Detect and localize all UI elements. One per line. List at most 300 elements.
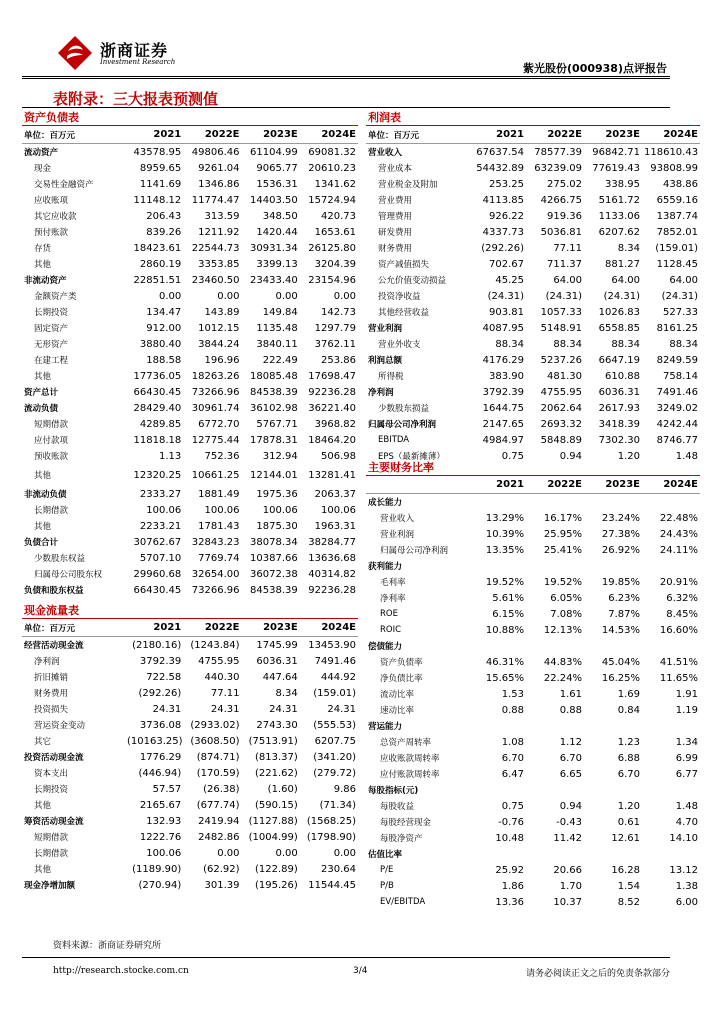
cell-value: 24.31 [269,703,298,715]
cell-value: 3762.11 [314,338,356,350]
cell-value: 6.88 [617,752,640,764]
table-row [22,208,358,224]
cell-value: 1.34 [675,736,698,748]
year-header: 2024E [300,126,358,144]
row-label: 营业利润 [380,530,415,540]
cell-value: 253.86 [321,354,356,366]
cell-value: 1297.79 [314,322,356,334]
cell-value: 13.35% [485,544,524,556]
cell-value: 447.64 [262,671,298,683]
cell-value: 702.67 [489,258,524,270]
table-row [22,384,358,400]
table-row [366,400,700,416]
cell-value: 2062.64 [540,402,582,414]
cell-value: 3792.39 [482,386,524,398]
row-label: 利润总额 [368,356,403,366]
row-label: ROIC [380,625,402,635]
cell-value: 25.92 [495,864,524,876]
cell-value: 36102.98 [250,402,298,414]
footer-disclaimer: 请务必阅读正文之后的免责条款部分 [525,969,670,979]
row-label: 投资净收益 [378,292,421,302]
cell-value: 8.52 [617,896,640,908]
table-row [22,797,358,813]
cell-value: 12.13% [543,624,582,636]
cell-value [642,782,700,798]
table-row [22,845,358,861]
table-row [22,224,358,240]
cell-value: 6558.85 [598,322,640,334]
cell-value: 912.00 [146,322,182,334]
cell-value [526,718,584,734]
cell-value: 88.34 [611,338,640,350]
cell-value: 6.65 [559,768,582,780]
cell-value: 20.66 [553,864,582,876]
cell-value: 24.43% [659,528,698,540]
page-header [0,0,724,108]
company-logo-icon [56,34,94,72]
row-label: 净负债比率 [380,674,423,684]
cell-value: 6.70 [617,768,640,780]
cell-value: 88.34 [495,338,524,350]
cell-value [642,494,700,511]
table-row [22,653,358,669]
row-label: 投资损失 [34,705,69,715]
cell-value: 32843.23 [191,536,240,548]
cell-value: 14.10 [669,832,698,844]
cell-value: 142.73 [321,306,356,318]
cell-value: 301.39 [204,879,240,891]
cell-value: 2333.27 [139,488,182,500]
row-label: 营业费用 [378,196,413,206]
cell-value: (24.31) [487,290,524,302]
cell-value: 1026.83 [598,306,640,318]
cell-value: 4266.75 [540,194,582,206]
cell-value: 383.90 [489,370,524,382]
cell-value: 2165.67 [139,799,182,811]
cell-value: (677.74) [196,799,240,811]
cell-value: 10.88% [485,624,524,636]
cell-value [584,494,642,511]
cell-value: 5237.26 [540,354,582,366]
cell-value: 0.61 [617,816,640,828]
cell-value: 45.25 [495,274,524,286]
cell-value: 4242.44 [656,418,698,430]
ratios-panel [366,460,700,910]
cell-value: 66430.45 [133,386,182,398]
cell-value: 11818.18 [133,434,182,446]
year-header: 2023E [242,619,300,637]
cell-value: 0.75 [501,800,524,812]
cell-value: 16.28 [611,864,640,876]
cell-value: 18423.61 [133,242,182,254]
table-row [22,717,358,733]
cell-value: 84538.39 [250,386,298,398]
cash-flow-table [22,619,358,893]
cell-value: 16.17% [543,512,582,524]
cell-value: 0.00 [333,290,356,302]
cell-value: 438.86 [663,178,698,190]
table-row [22,192,358,208]
table-row [22,669,358,685]
row-label: 固定资产 [34,324,69,334]
cell-value: 1.48 [675,800,698,812]
cell-value: 77.11 [553,242,582,254]
cell-value: 1346.86 [198,178,240,190]
cell-value: 839.26 [146,226,182,238]
cell-value [526,782,584,798]
cell-value: 4337.73 [482,226,524,238]
cell-value: 6207.75 [314,735,356,747]
cell-value: 66430.45 [133,584,182,596]
cell-value: (71.34) [319,799,356,811]
table-row [366,160,700,176]
cell-value [642,638,700,654]
cell-value: 24.31 [327,703,356,715]
cell-value [584,846,642,862]
cell-value: 188.58 [146,354,182,366]
cell-value: 12144.01 [250,469,298,481]
row-label: P/E [380,865,394,875]
cell-value: 69081.32 [308,146,356,158]
cell-value: 44.83% [543,656,582,668]
year-header: 2022E [183,126,241,144]
cell-value: 10661.25 [191,469,240,481]
cell-value: 196.96 [204,354,240,366]
cell-value: (1243.84) [190,639,240,651]
cell-value: 4.70 [675,816,698,828]
cell-value: 3844.24 [198,338,240,350]
cell-value: 0.00 [333,847,356,859]
header-divider [22,78,670,79]
table-row [366,494,700,511]
cell-value: 903.81 [489,306,524,318]
row-label: 资产负债率 [380,658,423,668]
year-header: 2024E [300,619,358,637]
table-row [366,734,700,750]
row-label: 速动比率 [380,706,415,716]
cell-value: 12.61 [611,832,640,844]
cell-value: 12320.25 [133,469,182,481]
cell-value: 92236.28 [308,386,356,398]
cell-value: 3249.02 [656,402,698,414]
cell-value: 13.36 [495,896,524,908]
ratios-table [366,476,700,910]
row-label: 净利润 [34,657,60,667]
row-label: 其他 [34,522,52,532]
cell-value: 4176.29 [482,354,524,366]
cell-value: 13.12 [669,864,698,876]
cell-value: 8.34 [617,242,640,254]
cell-value: 722.58 [146,671,182,683]
table-row [22,813,358,829]
row-label: 财务费用 [34,689,69,699]
cell-value: 0.88 [501,704,524,716]
table-row [22,432,358,448]
unit-label: 单位：百万元 [22,619,125,637]
cash-flow-title: 现金流量表 [22,603,358,619]
table-row [22,685,358,701]
cell-value: 6647.19 [598,354,640,366]
row-label: 偿债能力 [368,642,403,652]
cell-value [526,558,584,574]
cell-value: 6.32% [666,592,698,604]
cell-value [468,494,526,511]
row-label: 净利率 [380,594,406,604]
cell-value: 4755.95 [540,386,582,398]
cell-value: 3399.13 [256,258,298,270]
row-label: 长期投资 [34,308,69,318]
table-row [366,574,700,590]
table-row [366,814,700,830]
cell-value: 13636.68 [308,552,356,564]
row-label: 其它 [34,737,52,747]
cell-value: 43578.95 [133,146,182,158]
cell-value: 6559.16 [656,194,698,206]
table-row [366,862,700,878]
cell-value: 1133.06 [598,210,640,222]
cell-value: 36072.38 [250,568,298,580]
row-label: 公允价值变动损益 [378,276,447,286]
cell-value: 5148.91 [540,322,582,334]
cell-value: 1644.75 [482,402,524,414]
cell-value: 23433.40 [250,274,298,286]
row-label: 归属母公司净利润 [380,546,449,556]
cell-value: 6772.70 [198,418,240,430]
table-row [22,829,358,845]
footer-divider [22,957,670,958]
cell-value: 0.75 [501,450,524,462]
cell-value: 61104.99 [250,146,298,158]
cell-value: 527.33 [663,306,698,318]
row-label: 所得税 [378,372,404,382]
cell-value: 92236.28 [308,584,356,596]
cell-value: 1387.74 [656,210,698,222]
row-label: 折旧摊销 [34,673,69,683]
table-row [22,144,358,161]
cell-value: 19.52% [485,576,524,588]
cell-value: 22.48% [659,512,698,524]
row-label: 总资产周转率 [380,738,432,748]
cell-value: 3968.82 [314,418,356,430]
cell-value: 24.11% [659,544,698,556]
cell-value: 30931.34 [250,242,298,254]
row-label: 其他 [34,865,52,875]
cell-value: 1745.99 [256,639,298,651]
cell-value: 10387.66 [250,552,298,564]
cell-value: 4113.85 [482,194,524,206]
cell-value: 2419.94 [198,815,240,827]
cell-value: 22851.51 [133,274,182,286]
table-row [366,542,700,558]
year-header: 2022E [526,476,584,494]
cell-value: 11.65% [659,672,698,684]
cell-value: 0.00 [158,290,182,302]
table-row [22,416,358,432]
cell-value: 1781.43 [198,520,240,532]
cell-value: 6207.62 [598,226,640,238]
row-label: 营业成本 [378,164,413,174]
cell-value: (195.26) [254,879,298,891]
cell-value: 23.24% [601,512,640,524]
cell-value: -0.43 [556,816,582,828]
cell-value: 7491.46 [656,386,698,398]
cell-value: 64.00 [669,274,698,286]
row-label: 预付账款 [34,228,69,238]
cell-value: 8.34 [275,687,298,699]
cell-value: 1222.76 [139,831,182,843]
cell-value: 100.06 [262,504,298,516]
year-header: 2022E [183,619,241,637]
row-label: 获利能力 [368,562,403,572]
table-row [366,894,700,910]
cell-value: 6.99 [675,752,698,764]
cell-value: 23154.96 [308,274,356,286]
row-label: 预收账款 [34,452,69,462]
cell-value: 143.89 [204,306,240,318]
cell-value: 19.52% [543,576,582,588]
table-row [366,144,700,161]
row-label: 短期借款 [34,420,69,430]
cell-value: (1798.90) [306,831,356,843]
cell-value: 5767.71 [256,418,298,430]
table-row [366,526,700,542]
cell-value: 23460.50 [191,274,240,286]
cell-value: (7513.91) [248,735,298,747]
table-row [22,400,358,416]
cell-value: 1963.31 [314,520,356,532]
cell-value: 7769.74 [198,552,240,564]
cell-value: 3736.08 [139,719,182,731]
row-label: P/B [380,881,394,891]
cell-value: 6.15% [492,608,524,620]
row-label: 成长能力 [368,498,403,508]
row-label: 长期投资 [34,785,69,795]
cell-value: 134.47 [146,306,182,318]
cell-value: (24.31) [545,290,582,302]
cell-value: 0.88 [559,704,582,716]
cell-value [526,846,584,862]
cell-value: 919.36 [547,210,582,222]
table-row [366,718,700,734]
row-label: 管理费用 [378,212,413,222]
cell-value: 2860.19 [139,258,182,270]
cell-value: 1.53 [501,688,524,700]
table-header-row [366,476,700,494]
cell-value: 14403.50 [250,194,298,206]
cell-value: 7.87% [608,608,640,620]
cell-value [584,718,642,734]
cell-value: 6.77 [675,768,698,780]
row-label: 应付款项 [34,436,69,446]
table-row [366,224,700,240]
cell-value: 8249.59 [656,354,698,366]
table-row [366,622,700,638]
cell-value: 2482.86 [198,831,240,843]
cell-value: 1881.49 [198,488,240,500]
cell-value: 25.95% [543,528,582,540]
table-row [22,765,358,781]
cell-value: (1.60) [267,783,298,795]
cell-value [642,846,700,862]
balance-sheet-panel [22,110,358,598]
table-row [366,702,700,718]
cell-value: (2933.02) [190,719,240,731]
table-row [366,846,700,862]
table-row [22,534,358,550]
row-label: 归属母公司净利润 [368,420,437,430]
cell-value: (590.15) [254,799,298,811]
row-label: 无形资产 [34,340,69,350]
cell-value: 16.60% [659,624,698,636]
cell-value: 7302.30 [598,434,640,446]
row-label: 其它应收款 [34,212,77,222]
cell-value: 38284.77 [308,536,356,548]
cell-value: 67637.54 [476,146,524,158]
cell-value: 610.88 [605,370,640,382]
row-label: 短期借款 [34,833,69,843]
row-label: ROE [380,609,398,619]
row-label: EPS（最新摊薄） [378,452,445,462]
cell-value: 711.37 [547,258,582,270]
row-label: 其他经营收益 [378,308,430,318]
cell-value: 149.84 [262,306,298,318]
cell-value [468,846,526,862]
balance-sheet-title: 资产负债表 [22,110,358,126]
table-row [366,590,700,606]
cell-value: 4755.95 [198,655,240,667]
cell-value: (279.72) [313,767,356,779]
cell-value [468,782,526,798]
table-row [366,384,700,400]
cell-value: 1.70 [559,880,582,892]
table-row [366,416,700,432]
cell-value: 100.06 [146,847,182,859]
row-label: 筹资活动现金流 [24,817,84,827]
cell-value: 2063.37 [314,488,356,500]
cell-value: 14.53% [601,624,640,636]
cell-value: 13.29% [485,512,524,524]
cell-value: 206.43 [146,210,182,222]
cell-value: 0.00 [217,847,240,859]
year-header: 2023E [242,126,300,144]
row-label: 存货 [34,244,52,254]
table-row [22,861,358,877]
row-label: 应收账款周转率 [380,754,440,764]
cell-value: 4289.85 [139,418,182,430]
cell-value: 348.50 [262,210,298,222]
table-row [22,749,358,765]
cell-value: 1.23 [617,736,640,748]
unit-label [366,476,468,494]
cell-value: 926.22 [489,210,524,222]
cash-flow-panel [22,603,358,893]
cell-value: 3840.11 [256,338,298,350]
cell-value [468,638,526,654]
table-row [366,352,700,368]
cell-value [526,638,584,654]
cell-value: 1.20 [617,450,640,462]
table-row [366,336,700,352]
table-row [22,582,358,598]
cell-value: (555.53) [313,719,356,731]
row-label: 交易性金融资产 [34,180,94,190]
cell-value: 9065.77 [256,162,298,174]
cell-value: 338.95 [605,178,640,190]
cell-value: 73266.96 [191,386,240,398]
row-label: 现金净增加额 [24,881,76,891]
cell-value: 63239.09 [534,162,582,174]
cell-value [642,558,700,574]
